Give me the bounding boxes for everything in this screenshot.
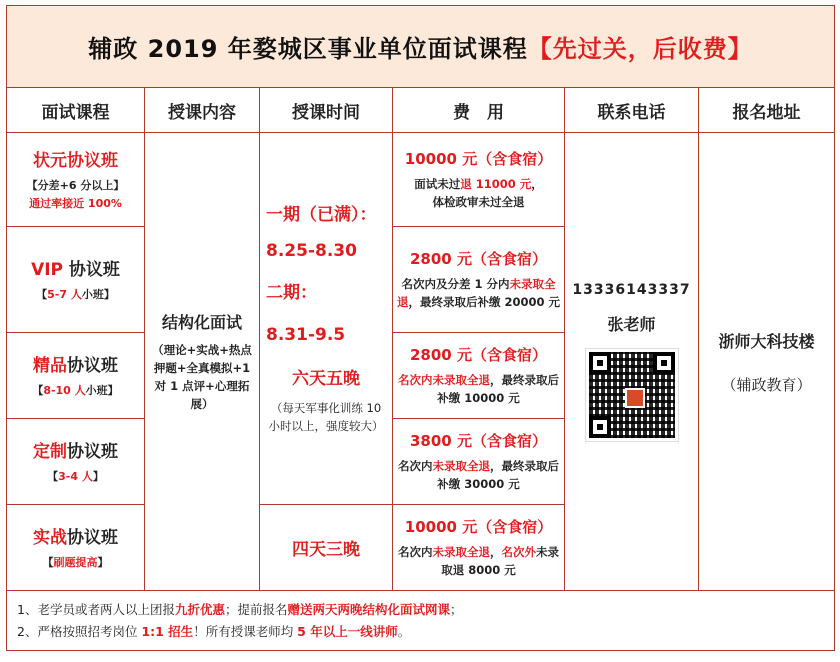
page-title [7, 6, 835, 88]
fee-desc-end: ，最终录取后补缴 20000 元 [408, 295, 560, 309]
address-main: 浙师大科技楼 [718, 331, 815, 351]
course-name: 协议班 [67, 356, 118, 376]
content-sub-end: ） [202, 397, 214, 411]
notes-cell [7, 591, 835, 651]
course-name-red: 定制 [33, 442, 67, 462]
course-sub-red: 5-7 人 [47, 288, 82, 301]
course-sub-pre: 【 [32, 384, 44, 397]
fee-desc: 名次内 [398, 459, 433, 473]
note-highlight: 1:1 招生 [141, 623, 194, 639]
content-sub-bold: 心理拓展 [190, 379, 250, 411]
fee-cell-3 [393, 333, 565, 419]
note-line-1 [17, 599, 824, 621]
title-highlight: 【先过关，后收费】 [527, 35, 753, 63]
course-name: 协议班 [67, 442, 118, 462]
course-name: 状元协议班 [33, 151, 118, 171]
note-line-2 [17, 621, 824, 643]
fee-cell-1 [393, 133, 565, 227]
course-sub-post: 小班】 [81, 288, 115, 301]
contact-phone[interactable]: 13336143337 [572, 282, 691, 298]
note-highlight: 赠送两天两晚结构化面试网课 [287, 601, 451, 617]
course-name-red: 实战 [33, 528, 67, 548]
fee-price: 2800 元（含食宿） [410, 250, 547, 268]
fee-price: 10000 元（含食宿） [404, 518, 553, 536]
time-date-1: 8.25-8.30 [266, 241, 357, 261]
course-sub-red: 3-4 人 [58, 470, 93, 483]
fee-desc-end: 未录取退 8000 元 [441, 545, 559, 577]
course-cell-5 [7, 505, 145, 591]
time-period-1: 一期（已满）： [266, 205, 377, 225]
fee-desc-mid: ， [490, 545, 502, 559]
note-text: 1、老学员或者两人以上团报 [17, 601, 175, 617]
fee-desc: 名次内 [398, 545, 433, 559]
fee-price: 10000 元（含食宿） [404, 150, 553, 168]
course-cell-4 [7, 419, 145, 505]
course-name: 协议班 [63, 260, 120, 280]
header-row [7, 88, 835, 133]
contact-cell [565, 133, 699, 591]
title-main: 辅政 2019 年婺城区事业单位面试课程 [88, 35, 528, 63]
fee-desc: 面试未过 [414, 177, 461, 191]
fee-desc-red: 未录取全退 [396, 277, 556, 309]
note-highlight: 九折优惠 [174, 601, 225, 617]
fee-desc-red: 名次内未录取全退 [398, 373, 490, 387]
note-text: 。 [397, 623, 411, 639]
fee-cell-2 [393, 227, 565, 333]
course-sub-pre: 【 [47, 470, 59, 483]
fee-desc-red: 未录取全退 [432, 545, 490, 559]
course-sub-post: 小班】 [85, 384, 119, 397]
header-phone: 联系电话 [565, 88, 699, 133]
note-text: ； [450, 601, 463, 617]
course-sub-red: 通过率接近 100% [29, 197, 122, 210]
course-sub: 【分差+6 分以上】 [26, 179, 125, 192]
header-time: 授课时间 [260, 88, 393, 133]
time-date-2: 8.31-9.5 [266, 325, 346, 345]
fee-desc: 名次内及分差 1 分内 [401, 277, 510, 291]
fee-desc-end: ，最终录取后补缴 30000 元 [437, 459, 559, 491]
header-address: 报名地址 [699, 88, 835, 133]
course-sheet [6, 5, 834, 657]
course-name-red: 精品 [33, 356, 67, 376]
qr-code-icon[interactable] [586, 349, 678, 441]
course-name: 协议班 [67, 528, 118, 548]
fee-price: 2800 元（含食宿） [410, 346, 547, 364]
table-row [7, 133, 835, 227]
header-content: 授课内容 [145, 88, 260, 133]
fee-cell-5 [393, 505, 565, 591]
course-sub-post: 】 [92, 470, 104, 483]
header-fee: 费 用 [393, 88, 565, 133]
fee-cell-4 [393, 419, 565, 505]
fee-price: 3800 元（含食宿） [410, 432, 547, 450]
course-cell-2 [7, 227, 145, 333]
header-course: 面试课程 [7, 88, 145, 133]
course-sub-red: 刷题提高 [53, 556, 98, 569]
note-text: 2、严格按照招考岗位 [17, 623, 142, 639]
course-sub-red: 8-10 人 [43, 384, 86, 397]
fee-desc-red-2: 名次外 [501, 545, 536, 559]
note-highlight: 5 年以上一线讲师 [297, 623, 398, 639]
course-name-red: VIP [31, 260, 64, 280]
fee-desc-end: ， [531, 177, 543, 191]
time-days-1: 六天五晚 [292, 369, 360, 389]
course-cell-3 [7, 333, 145, 419]
course-table [6, 5, 835, 651]
content-sub: （理论+实战+热点押题+全真模拟+1 对 1 点评+ [152, 343, 252, 393]
course-sub-post: 】 [97, 556, 109, 569]
content-cell [145, 133, 260, 591]
time-note-1: （每天军事化训练 10 小时以上，强度较大） [268, 401, 384, 433]
contact-teacher: 张老师 [607, 315, 656, 334]
course-cell-1 [7, 133, 145, 227]
time-period-2: 二期： [266, 283, 317, 303]
time-cell-1 [260, 133, 393, 505]
content-main: 结构化面试 [161, 313, 242, 332]
fee-desc-2: 体检政审未过全退 [432, 195, 525, 209]
address-cell [699, 133, 835, 591]
fee-desc-red: 退 11000 元 [460, 177, 532, 191]
fee-desc-end: ，最终录取后补缴 10000 元 [437, 373, 559, 405]
course-sub-pre: 【 [42, 556, 54, 569]
note-text: ；提前报名 [224, 601, 288, 617]
qr-logo-icon [625, 388, 645, 408]
note-text: ！所有授课老师均 [193, 623, 298, 639]
time-cell-2 [260, 505, 393, 591]
course-sub-pre: 【 [36, 288, 48, 301]
address-sub: （辅政教育） [721, 375, 812, 394]
time-days-2: 四天三晚 [292, 540, 360, 560]
fee-desc-red: 未录取全退 [432, 459, 490, 473]
